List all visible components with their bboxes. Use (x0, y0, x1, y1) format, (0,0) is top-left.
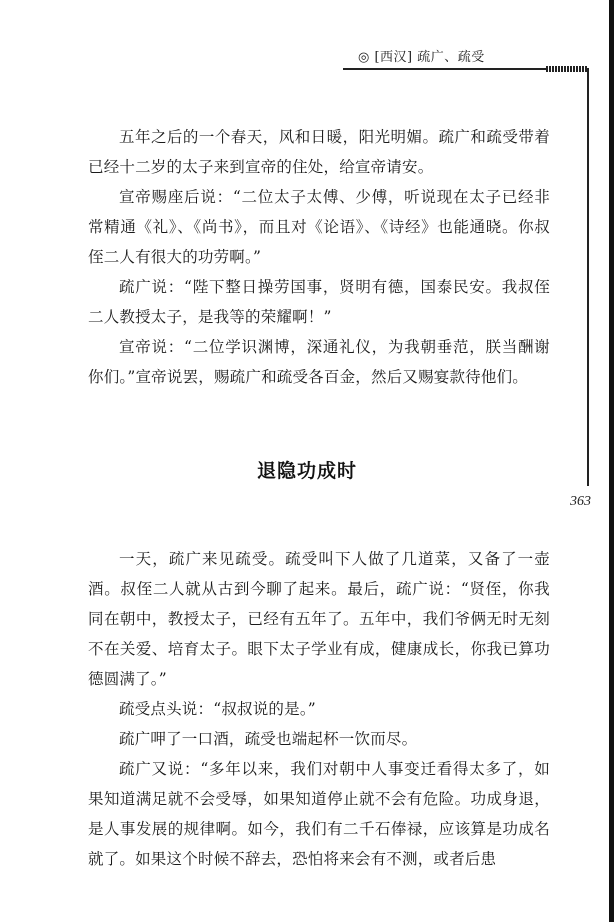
paragraph: 宣帝说：“二位学识渊博，深通礼仪，为我朝垂范，朕当酬谢你们。”宣帝说罢，赐疏广和疏受各百金，然后又赐宴款待他们。 (88, 338, 550, 386)
top-text-block (88, 122, 550, 392)
paragraph: 疏广说：“陛下整日操劳国事，贤明有德，国泰民安。我叔侄二人教授太子，是我等的荣耀啊！” (88, 278, 550, 326)
paragraph: 疏受点头说：“叔叔说的是。” (119, 700, 316, 718)
paragraph: 疏广呷了一口酒，疏受也端起杯一饮而尽。 (119, 730, 418, 748)
header-rule-ornament (546, 66, 588, 72)
running-header: ◎ [西汉] 疏广、疏受 (358, 50, 485, 65)
chapter-title: 退隐功成时 (256, 460, 357, 482)
side-rule (587, 68, 589, 486)
paragraph: 五年之后的一个春天，风和日暖，阳光明媚。疏广和疏受带着已经十二岁的太子来到宣帝的住处，给宣帝请安。 (88, 128, 550, 176)
bottom-text-block (88, 544, 550, 874)
page-number: 363 (570, 494, 591, 509)
paragraph: 一天，疏广来见疏受。疏受叫下人做了几道菜，又备了一壶酒。叔侄二人就从古到今聊了起来。最后，疏广说：“贤侄，你我同在朝中，教授太子，已经有五年了。五年中，我们爷俩无时无刻不在关爱、培育太子。眼下太子学业有成，健康成长，你我已算功德圆满了。” (88, 550, 550, 688)
paragraph: 疏广又说：“多年以来，我们对朝中人事变迁看得太多了，如果知道满足就不会受辱，如果知道停止就不会有危险。功成身退，是人事发展的规律啊。如今，我们有二千石俸禄，应该算是功成名就了。如果这个时候不辞去，恐怕将来会有不测，或者后患 (88, 760, 550, 868)
paragraph: 宣帝赐座后说：“二位太子太傅、少傅，听说现在太子已经非常精通《礼》、《尚书》，而且对《论语》、《诗经》也能通晓。你叔侄二人有很大的功劳啊。” (88, 188, 550, 266)
